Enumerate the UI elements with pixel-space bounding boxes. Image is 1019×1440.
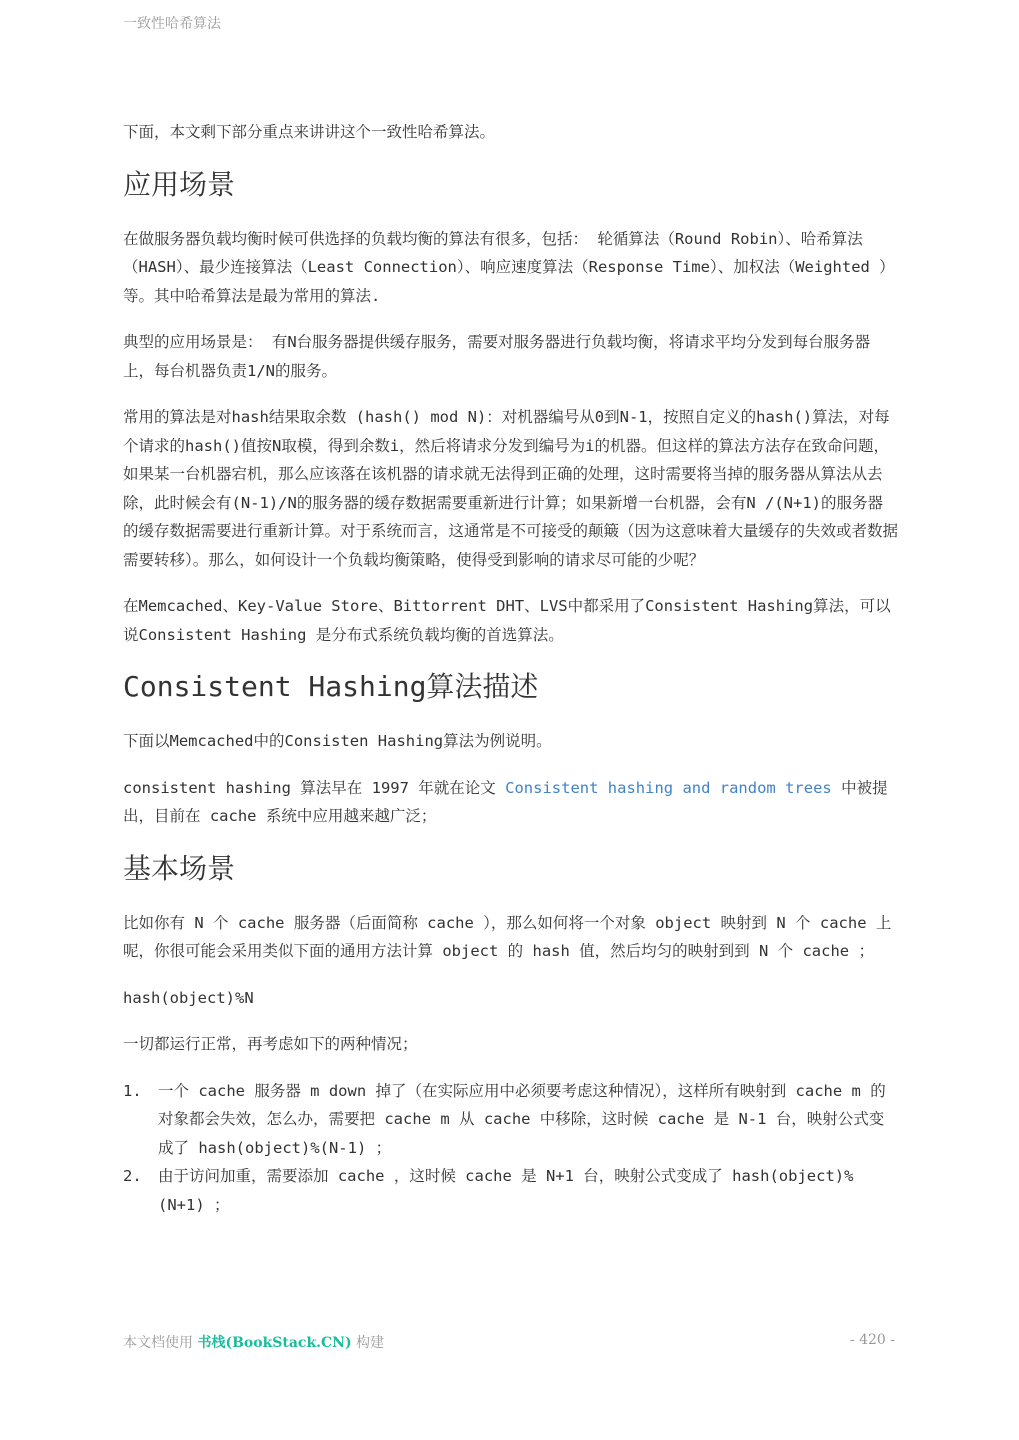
paper-text-after: 中被提出，目前在 cache 系统中应用越来越广泛； [123, 778, 888, 825]
page-number: - 420 - [849, 1332, 895, 1348]
paragraph-memcached-example: 下面以Memcached中的Consisten Hashing算法为例说明。 [123, 732, 552, 750]
paragraph-modulo-problem: 常用的算法是对hash结果取余数 (hash() mod N)：对机器编号从0到N-1，按照自定义的hash()算法，对每个请求的hash()值按N取模，得到余数i，然后将请求分发到编号为i的机器。但这样的算法方法存在致命问题，如果某一台机器宕机，那么应该落在该机器的请求就无法得到正确的处理，这时需要将当掉的服务器从算法从去除，此时候会有(N-1)/N的服务器的缓存数据需要重新进行计算；如果新增一台机器，会有N /(N+1)的服务器的缓存数据需要进行重新计算。对于系统而言，这通常是不可接受的颠簸（因为这意味着大量缓存的失效或者数据需要转移）。那么，如何设计一个负载均衡策略，使得受到影响的请求尽可能的少呢？ [123, 408, 899, 569]
paper-text-before: consistent hashing 算法早在 1997 年就在论文 [123, 778, 506, 797]
section-heading-basic-scenario: 基本场景 [123, 851, 236, 885]
list-item-text: 一个 cache 服务器 m down 掉了（在实际应用中必须要考虑这种情况），这样所有映射到 cache m 的对象都会失效，怎么办，需要把 cache m 从 cache 中移除，这时候 cache 是 N-1 台，映射公式变成了 hash(object)%(N-1) ； [158, 1081, 886, 1157]
paper-link[interactable]: Consistent hashing and random trees [505, 778, 832, 797]
paragraph-cache-mapping: 比如你有 N 个 cache 服务器（后面简称 cache ），那么如何将一个对象 object 映射到 N 个 cache 上呢，你很可能会采用类似下面的通用方法计算 object 的 hash 值，然后均匀的映射到到 N 个 cache ； [123, 913, 892, 960]
list-item [123, 1077, 898, 1163]
footer-credit [123, 1332, 384, 1352]
intro-paragraph: 下面，本文剩下部分重点来讲讲这个一致性哈希算法。 [123, 123, 496, 141]
section-heading-algorithm-description: Consistent Hashing算法描述 [123, 670, 539, 703]
running-header-title: 一致性哈希算法 [123, 16, 221, 32]
paragraph-load-balancing-algorithms: 在做服务器负载均衡时候可供选择的负载均衡的算法有很多，包括： 轮循算法（Round Robin）、哈希算法（HASH）、最少连接算法（Least Connection）、响应速度算法（Response Time）、加权法（Weighted ）等。其中哈希算法是最为常用的算法. [123, 229, 895, 305]
footer-brand-link[interactable]: 书栈(BookStack.CN) [197, 1335, 352, 1351]
document-body [123, 118, 898, 1219]
list-item-number: 2. [123, 1167, 142, 1185]
cases-list [123, 1077, 898, 1220]
paragraph-two-cases: 一切都运行正常，再考虑如下的两种情况； [123, 1035, 418, 1053]
paragraph-adoption: 在Memcached、Key-Value Store、Bittorrent DHT、LVS中都采用了Consistent Hashing算法，可以说Consistent Hashing 是分布式系统负载均衡的首选算法。 [123, 597, 891, 644]
footer-prefix: 本文档使用 [123, 1335, 198, 1351]
list-item [123, 1162, 898, 1219]
footer-suffix: 构建 [351, 1335, 385, 1351]
list-item-number: 1. [123, 1081, 142, 1100]
list-item-text: 由于访问加重，需要添加 cache ，这时候 cache 是 N+1 台，映射公式变成了 hash(object)%(N+1) ； [158, 1167, 854, 1214]
paragraph-typical-scenario: 典型的应用场景是： 有N台服务器提供缓存服务，需要对服务器进行负载均衡，将请求平均分发到每台服务器上，每台机器负责1/N的服务。 [123, 333, 871, 380]
section-heading-application-scenarios: 应用场景 [123, 167, 236, 201]
formula-hash-mod-n: hash(object)%N [123, 988, 254, 1007]
paragraph-paper-reference [123, 774, 898, 831]
